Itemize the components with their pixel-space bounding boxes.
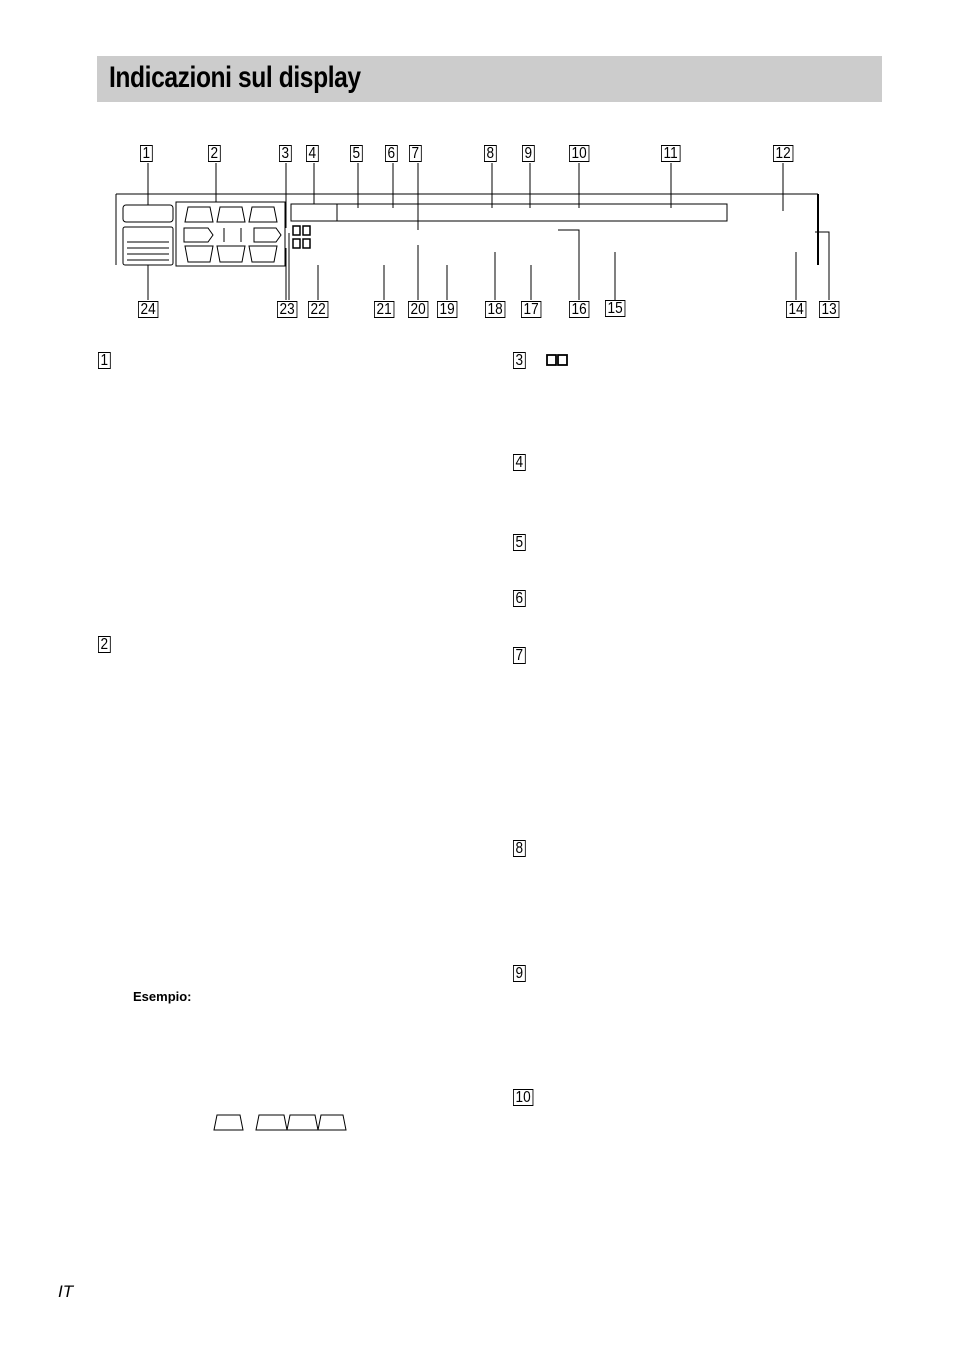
item-3-marker: 3 bbox=[513, 352, 526, 369]
callout-24: 24 bbox=[138, 301, 158, 318]
callout-11: 11 bbox=[661, 145, 680, 162]
callout-5: 5 bbox=[350, 145, 363, 162]
item-8-marker: 8 bbox=[513, 840, 526, 857]
callout-15: 15 bbox=[605, 300, 625, 317]
item-7-marker: 7 bbox=[513, 647, 526, 664]
callout-8: 8 bbox=[484, 145, 497, 162]
callout-7: 7 bbox=[409, 145, 422, 162]
callout-18: 18 bbox=[485, 301, 505, 318]
example-label: Esempio: bbox=[133, 989, 192, 1004]
item-4-marker: 4 bbox=[513, 454, 526, 471]
callout-6: 6 bbox=[385, 145, 398, 162]
callout-4: 4 bbox=[306, 145, 319, 162]
item-1-marker: 1 bbox=[98, 352, 111, 369]
callout-23: 23 bbox=[277, 301, 297, 318]
item-10-marker: 10 bbox=[513, 1089, 533, 1106]
callout-20: 20 bbox=[408, 301, 428, 318]
callout-17: 17 bbox=[521, 301, 541, 318]
display-diagram bbox=[0, 0, 954, 340]
callout-1: 1 bbox=[140, 145, 153, 162]
callout-9: 9 bbox=[522, 145, 535, 162]
callout-10: 10 bbox=[569, 145, 589, 162]
callout-14: 14 bbox=[786, 301, 806, 318]
callout-19: 19 bbox=[437, 301, 457, 318]
item-9-marker: 9 bbox=[513, 965, 526, 982]
dolby-digital-icon bbox=[546, 354, 570, 367]
example-channel-icons bbox=[212, 1112, 352, 1132]
callout-21: 21 bbox=[374, 301, 394, 318]
callout-3: 3 bbox=[279, 145, 292, 162]
page-language-id: IT bbox=[58, 1282, 74, 1301]
callout-2: 2 bbox=[208, 145, 221, 162]
item-2-marker: 2 bbox=[98, 636, 111, 653]
item-5-marker: 5 bbox=[513, 534, 526, 551]
callout-12: 12 bbox=[773, 145, 793, 162]
display-diagram-graphic bbox=[0, 0, 954, 340]
page-title: Indicazioni sul display bbox=[109, 61, 361, 94]
callout-22: 22 bbox=[308, 301, 328, 318]
item-6-marker: 6 bbox=[513, 590, 526, 607]
callout-16: 16 bbox=[569, 301, 589, 318]
callout-13: 13 bbox=[819, 301, 839, 318]
